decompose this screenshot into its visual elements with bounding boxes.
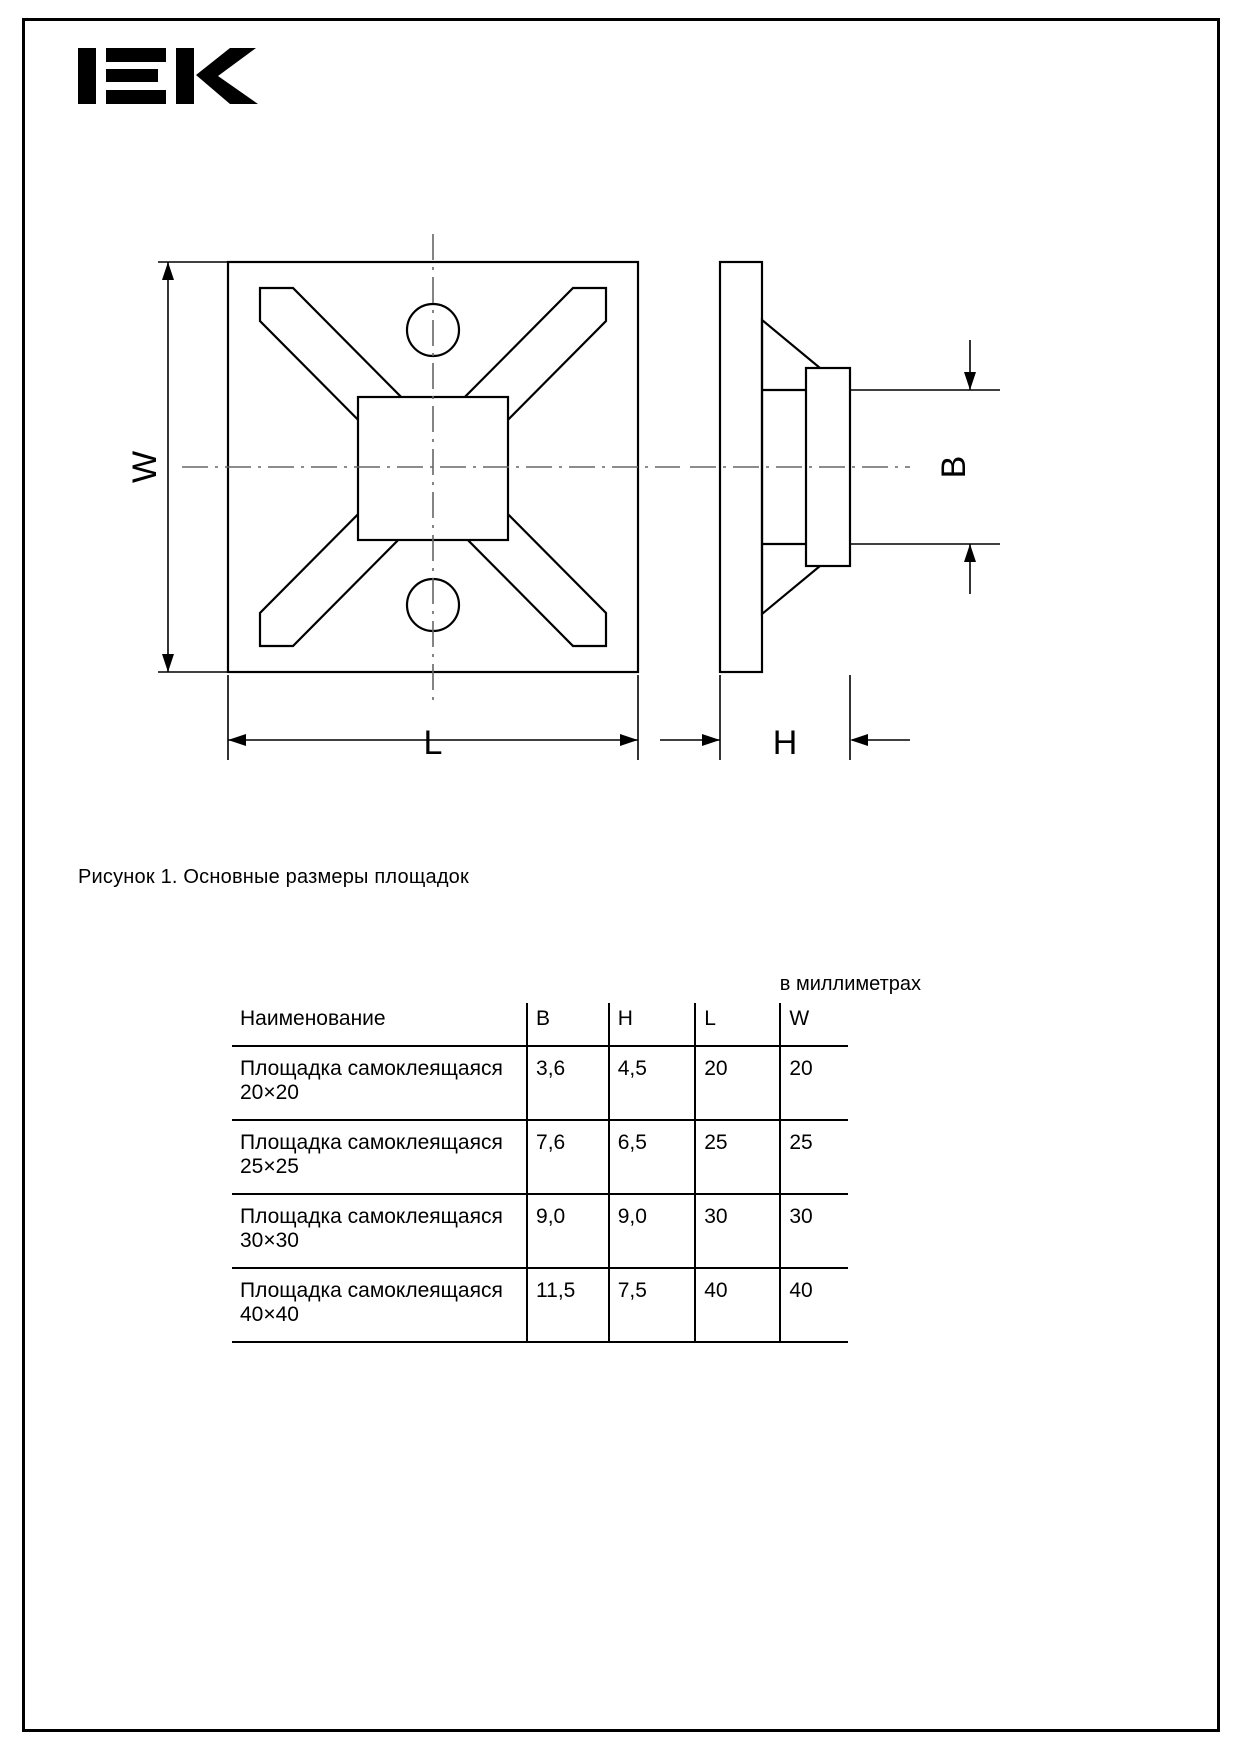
cell-name-line1: Площадка самоклеящаяся (240, 1279, 503, 1302)
figure-caption: Рисунок 1. Основные размеры площадок (78, 866, 469, 888)
table-row (232, 1268, 848, 1342)
cell-b: 9,0 (527, 1194, 609, 1268)
cell-b: 7,6 (527, 1120, 609, 1194)
cell-l: 30 (695, 1194, 780, 1268)
cell-name-line2: 20×20 (240, 1081, 299, 1104)
dimension-label-b: B (935, 455, 973, 479)
column-header-h: H (609, 1003, 696, 1046)
cell-w: 20 (780, 1046, 848, 1120)
cell-b: 11,5 (527, 1268, 609, 1342)
cell-name (232, 1268, 527, 1342)
cell-w: 25 (780, 1120, 848, 1194)
cell-name-line2: 25×25 (240, 1155, 299, 1178)
cell-name-line1: Площадка самоклеящаяся (240, 1057, 503, 1080)
cell-name (232, 1120, 527, 1194)
cell-l: 20 (695, 1046, 780, 1120)
cell-b: 3,6 (527, 1046, 609, 1120)
iek-logo (78, 48, 278, 110)
table-row (232, 1120, 848, 1194)
cell-h: 4,5 (609, 1046, 696, 1120)
table-header-row (232, 1003, 848, 1046)
dimension-label-h: H (772, 724, 798, 762)
cell-name-line2: 40×40 (240, 1303, 299, 1326)
cell-name-line1: Площадка самоклеящаяся (240, 1131, 503, 1154)
table-row (232, 1046, 848, 1120)
dimension-label-l: L (423, 724, 443, 762)
technical-drawing (120, 220, 1060, 800)
cell-name (232, 1046, 527, 1120)
cell-h: 9,0 (609, 1194, 696, 1268)
cell-h: 7,5 (609, 1268, 696, 1342)
dimensions-table (232, 1003, 848, 1343)
column-header-b: B (527, 1003, 609, 1046)
cell-name (232, 1194, 527, 1268)
cell-l: 25 (695, 1120, 780, 1194)
dimension-label-w: W (126, 450, 164, 484)
cell-w: 40 (780, 1268, 848, 1342)
column-header-w: W (780, 1003, 848, 1046)
units-note: в миллиметрах (779, 973, 921, 995)
cell-h: 6,5 (609, 1120, 696, 1194)
column-header-l: L (695, 1003, 780, 1046)
column-header-name: Наименование (232, 1003, 527, 1046)
cell-w: 30 (780, 1194, 848, 1268)
cell-name-line2: 30×30 (240, 1229, 299, 1252)
cell-l: 40 (695, 1268, 780, 1342)
cell-name-line1: Площадка самоклеящаяся (240, 1205, 503, 1228)
table-row (232, 1194, 848, 1268)
